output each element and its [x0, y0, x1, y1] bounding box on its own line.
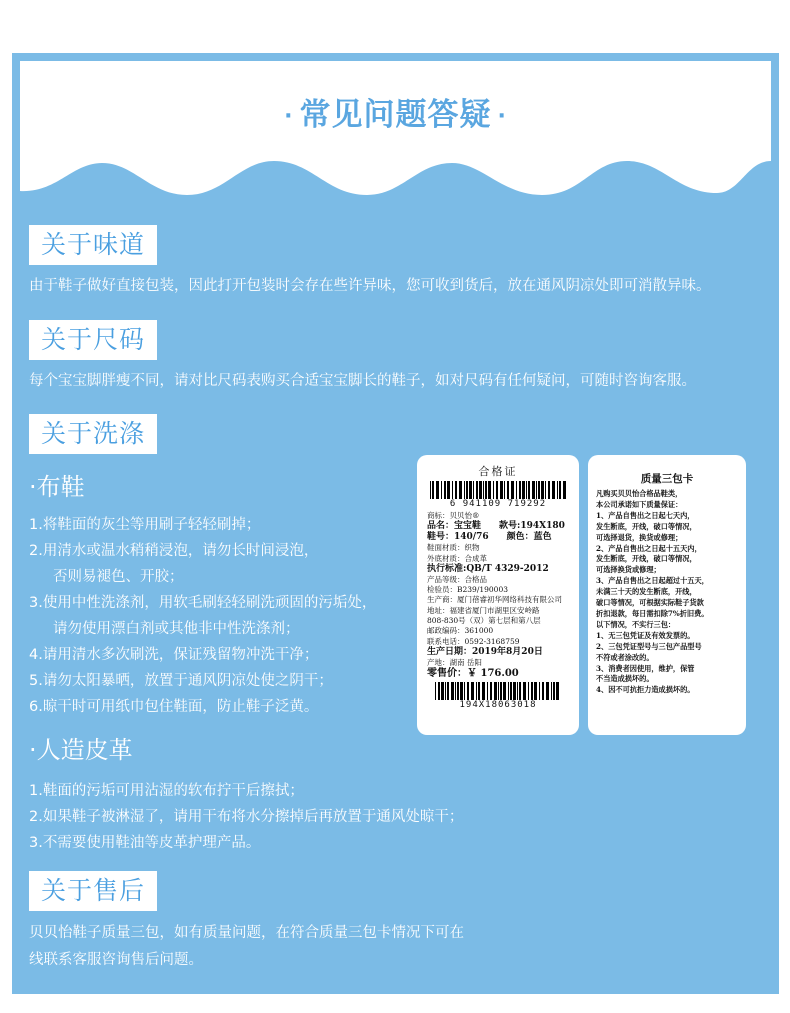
list-item: 2.用清水或温水稍稍浸泡，请勿长时间浸泡， — [29, 543, 319, 559]
size-section-text: 每个宝宝脚胖瘦不同，请对比尺码表购买合适宝宝脚长的鞋子，如对尺码有任何疑问，可随时咨询客服。 — [29, 373, 696, 389]
quality-card-line: 2、产品自售出之日起十五天内， — [596, 543, 702, 553]
barcode-top-number: 6 941109 719292 — [449, 499, 547, 509]
quality-card-line: 4、因不可抗拒力造成损坏的。 — [596, 685, 695, 695]
cloth-shoes-care-list — [29, 512, 376, 720]
list-item: 5.请勿太阳暴晒，放置于通风阴凉处使之阴干； — [29, 673, 333, 689]
quality-card-line: 本公司承诺如下质量保证： — [596, 499, 683, 509]
quality-card-line: 1、无三包凭证及有效发票的。 — [596, 630, 695, 640]
aftersale-section-heading: 关于售后 — [29, 871, 157, 911]
quality-card-line: 2、三包凭证型号与三包产品型号 — [596, 641, 702, 651]
quality-card-line: 可选择退货，换货或修理； — [596, 532, 683, 542]
tag-line: 检验员：B239/190003 — [427, 585, 508, 595]
tag-info-lines — [427, 511, 579, 680]
quality-card-line: 3、产品自售出之日起超过十五天， — [596, 576, 709, 586]
quality-card-line: 折扣退款，每日需扣除7%折旧费。 — [596, 608, 709, 618]
cloth-shoes-subheading: ·布鞋 — [29, 473, 85, 501]
quality-card-line: 以下情况，不实行三包： — [596, 619, 676, 629]
tag-line: 808-830号（双）第七层和第八层 — [427, 616, 541, 626]
faq-panel — [12, 53, 779, 994]
list-item: 3.不需要使用鞋油等皮革护理产品。 — [29, 835, 261, 851]
page-title: · 常见问题答疑 · — [284, 97, 507, 133]
wash-section-heading: 关于洗涤 — [29, 414, 157, 454]
quality-guarantee-card — [588, 455, 746, 735]
list-item: 6.晾干时可用纸巾包住鞋面，防止鞋子泛黄。 — [29, 699, 319, 715]
tag-line: 产地：湖南 岳阳 — [427, 657, 482, 667]
tag-line: 生产商：厦门蓓睿初华网络科技有限公司 — [427, 595, 562, 605]
quality-card-line: 1、产品自售出之日起七天内， — [596, 510, 695, 520]
quality-card-line: 发生断底，开线，破口等情况， — [596, 554, 697, 564]
quality-card-line: 凡购买贝贝怡合格品鞋类， — [596, 489, 683, 498]
tag-line: 联系电话：0592-3168759 — [427, 636, 520, 646]
list-item: 4.请用清水多次刷洗，保证残留物冲洗干净； — [29, 647, 319, 663]
list-item: 2.如果鞋子被淋湿了，请用干布将水分擦掉后再放置于通风处晾干； — [29, 809, 464, 825]
quality-card-line: 不符或者涂改的。 — [596, 652, 654, 662]
list-item: 1.将鞋面的灰尘等用刷子轻轻刷掉； — [29, 517, 261, 533]
barcode-bottom-number: 194X18063018 — [459, 700, 537, 711]
smell-section-text: 由于鞋子做好直接包装，因此打开包装时会存在些许异味，您可收到货后，放在通风阴凉处即可消散异味。 — [29, 278, 711, 294]
size-section-heading: 关于尺码 — [29, 320, 157, 360]
tag-line: 鞋号：140/76 颜色：蓝色 — [427, 532, 552, 543]
list-item: 3.使用中性洗涤剂，用软毛刷轻轻刷洗顽固的污垢处， — [29, 595, 377, 611]
aftersale-text-line-2: 线联系客服咨询售后问题。 — [29, 952, 203, 968]
list-item: 请勿使用漂白剂或其他非中性洗涤剂； — [53, 621, 300, 637]
tag-line: 产品等级：合格品 — [427, 574, 487, 584]
quality-card-lines — [596, 489, 740, 696]
list-item: 1.鞋面的污垢可用沾湿的软布拧干后擦拭； — [29, 783, 304, 799]
quality-card-line: 可选择换货或修理； — [596, 565, 661, 575]
quality-card-line: 3、消费者因使用，维护，保管 — [596, 663, 695, 673]
barcode-top — [428, 481, 568, 499]
quality-card-line: 未满三十天的发生断底，开线， — [596, 587, 697, 597]
leather-subheading: ·人造皮革 — [29, 736, 133, 764]
tag-line: 商标：贝贝怡® — [427, 511, 480, 520]
wave-header-background — [12, 53, 779, 243]
quality-card-line: 发生断底，开线，破口等情况， — [596, 521, 697, 531]
certificate-tag-card — [417, 455, 579, 735]
tag-line: 执行标准:QB/T 4329-2012 — [427, 563, 549, 574]
tag-line: 邮政编码：361000 — [427, 626, 494, 636]
tag-line: 地址：福建省厦门市湖里区安岭路 — [427, 605, 540, 615]
barcode-bottom — [433, 682, 563, 700]
tag-line: 外底材质：合成革 — [427, 553, 487, 563]
quality-card-line: 破口等情况，可根据实际鞋子货款 — [596, 598, 704, 608]
tag-title: 合格证 — [478, 465, 518, 478]
tag-line: 品名：宝宝鞋 款号:194X180 — [427, 521, 565, 532]
leather-care-list — [29, 778, 463, 856]
smell-section-heading: 关于味道 — [29, 225, 157, 265]
quality-card-line: 不当造成损坏的。 — [596, 674, 654, 684]
tag-price: 零售价：￥ 176.00 — [427, 668, 519, 680]
list-item: 否则易褪色、开胶； — [53, 569, 184, 585]
tag-line: 生产日期：2019年8月20日 — [427, 646, 543, 657]
aftersale-text-line-1: 贝贝怡鞋子质量三包，如有质量问题，在符合质量三包卡情况下可在 — [29, 925, 464, 941]
quality-card-title: 质量三包卡 — [640, 473, 694, 485]
tag-line: 鞋面材质：织物 — [427, 543, 480, 553]
